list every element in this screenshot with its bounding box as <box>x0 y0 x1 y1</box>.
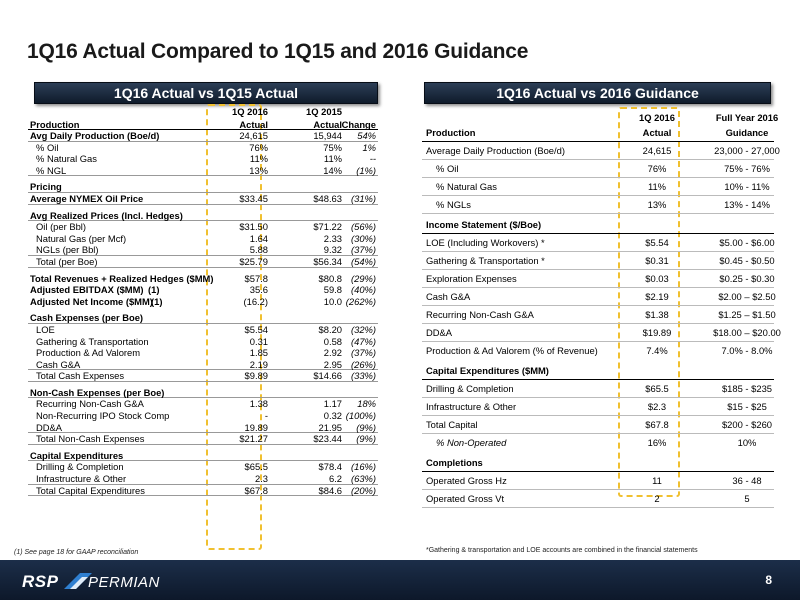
row-value-v2: 36 - 48 <box>732 475 762 486</box>
left-footnote: (1) See page 18 for GAAP reconciliation <box>14 549 139 556</box>
row-value-v1: 1.64 <box>249 232 268 244</box>
row-label: Total (per Boe) <box>36 255 98 267</box>
left-table-header <box>28 104 378 130</box>
footer-bar <box>0 560 800 600</box>
table-row <box>28 130 378 142</box>
row-label: % Non-Operated <box>436 437 507 448</box>
row-value-v1: $21.27 <box>239 433 268 445</box>
row-label: Adjusted Net Income ($MM) <box>30 295 153 307</box>
row-value-v1: 13% <box>249 164 268 176</box>
left-header-production: Production <box>30 119 80 130</box>
row-label: Drilling & Completion <box>36 461 124 473</box>
table-row <box>28 256 378 268</box>
row-value-v1: 11% <box>647 181 667 192</box>
row-label: Avg Daily Production (Boe/d) <box>30 130 160 141</box>
row-value-v3: (37%) <box>350 244 376 256</box>
row-value-v1: 2 <box>654 493 660 504</box>
row-value-v2: 75% - 76% <box>724 163 770 174</box>
row-label: Recurring Non-Cash G&A <box>426 309 534 320</box>
row-value-v1: 16% <box>647 437 667 448</box>
row-value-v3: (31%) <box>350 192 376 204</box>
table-row <box>28 284 378 296</box>
row-value-v1: $0.03 <box>645 273 669 284</box>
row-value-v2: 6.2 <box>328 473 342 485</box>
row-value-v1: $0.31 <box>645 255 669 266</box>
row-value-v3: (20%) <box>350 484 376 496</box>
table-row <box>28 450 378 462</box>
row-value-v1: 19.89 <box>244 421 268 433</box>
row-value-v2: 2.92 <box>323 347 342 359</box>
table-row <box>28 422 378 434</box>
row-value-v2: $0.45 - $0.50 <box>719 255 775 266</box>
row-value-v1: 1.85 <box>249 347 268 359</box>
row-value-v1: 76% <box>249 141 268 153</box>
logo-text-permian: PERMIAN <box>88 574 160 591</box>
row-value-v2: 2.95 <box>323 358 342 370</box>
table-row <box>422 160 774 178</box>
row-value-v1: 2.3 <box>254 473 268 485</box>
row-label: Pricing <box>30 181 62 193</box>
row-label: Non-Recurring IPO Stock Comp <box>36 410 170 422</box>
table-row <box>422 196 774 214</box>
row-value-v3: (47%) <box>350 335 376 347</box>
company-logo <box>22 569 172 593</box>
table-row <box>28 312 378 324</box>
row-value-v3: (56%) <box>350 221 376 233</box>
row-label: % NGLs <box>436 199 471 210</box>
row-value-v2: 0.32 <box>323 410 342 422</box>
row-value-v2: $56.34 <box>313 255 342 267</box>
row-value-v2: 10% - 11% <box>724 181 770 192</box>
row-value-v1: 35.6 <box>249 284 268 296</box>
row-value-v2: $15 - $25 <box>727 401 767 412</box>
row-value-v3: (54%) <box>350 255 376 267</box>
row-label: Total Capital <box>426 419 478 430</box>
row-label: Gathering & Transportation <box>36 335 149 347</box>
right-header-col2-top: Full Year 2016 <box>715 112 779 123</box>
row-value-v2: $23.44 <box>313 433 342 445</box>
table-row <box>422 398 774 416</box>
row-label: % NGL <box>36 164 67 176</box>
row-value-v2: 0.58 <box>323 335 342 347</box>
row-value-v2: $84.6 <box>318 484 342 496</box>
row-value-v2: 15,944 <box>313 130 342 141</box>
row-value-v1: 11 <box>652 475 662 486</box>
row-value-v1: $67.8 <box>645 419 669 430</box>
table-row <box>422 214 774 234</box>
row-label: Adjusted EBITDAX ($MM) <box>30 284 144 296</box>
row-value-v1: $57.8 <box>244 272 268 284</box>
row-value-v3: (37%) <box>350 347 376 359</box>
row-value-v2: 5 <box>744 493 750 504</box>
row-label: DD&A <box>426 327 453 338</box>
row-value-v2: $80.8 <box>318 272 342 284</box>
page-number: 8 <box>765 573 772 587</box>
row-value-v2: 21.95 <box>318 421 342 433</box>
row-value-v3: (29%) <box>350 272 376 284</box>
row-label: % Natural Gas <box>36 153 97 165</box>
table-row <box>422 234 774 252</box>
row-value-v2: $185 - $235 <box>721 383 773 394</box>
row-label: Production & Ad Valorem (% of Revenue) <box>426 345 598 356</box>
table-row <box>28 359 378 371</box>
row-label: Total Capital Expenditures <box>36 484 145 496</box>
row-value-v1: $25.79 <box>239 255 268 267</box>
table-row <box>28 193 378 205</box>
row-value-v1: $65.5 <box>244 461 268 473</box>
row-value-v2: $71.22 <box>313 221 342 233</box>
right-table-header <box>422 108 779 142</box>
row-value-v1: 1.38 <box>249 398 268 410</box>
row-value-v2: 23,000 - 27,000 <box>714 145 780 156</box>
row-value-v1: 0.31 <box>249 335 268 347</box>
row-label: Operated Gross Hz <box>426 475 507 486</box>
left-header-col3: Change <box>341 119 376 130</box>
row-value-v1: $9.89 <box>244 370 268 382</box>
row-label: Infrastructure & Other <box>36 473 127 485</box>
row-value-v1: $2.19 <box>645 291 669 302</box>
row-value-v1: 5.88 <box>249 244 268 256</box>
row-label: Non-Cash Expenses (per Boe) <box>30 386 165 398</box>
row-value-v2: $2.00 – $2.50 <box>718 291 776 302</box>
table-row <box>422 342 774 360</box>
right-header-production: Production <box>426 127 476 138</box>
row-value-v2: $200 - $260 <box>721 419 773 430</box>
row-label: Drilling & Completion <box>426 383 514 394</box>
logo-text-rsp: RSP <box>22 572 59 591</box>
table-row <box>28 165 378 177</box>
row-label: Operated Gross Vt <box>426 493 505 504</box>
row-value-v2: $8.20 <box>318 323 342 335</box>
row-label: Production & Ad Valorem <box>36 347 141 359</box>
table-row <box>422 324 781 342</box>
row-value-v3: (63%) <box>350 473 376 485</box>
table-row <box>28 221 378 233</box>
row-value-v2: $48.63 <box>313 192 342 204</box>
table-row <box>28 244 378 256</box>
row-label: Cash G&A <box>426 291 471 302</box>
row-label: Natural Gas (per Mcf) <box>36 232 127 244</box>
row-value-v2: 13% - 14% <box>724 199 770 210</box>
row-value-v1: 11% <box>249 153 268 165</box>
table-row <box>28 347 378 359</box>
table-row <box>28 398 378 410</box>
left-section-banner: 1Q16 Actual vs 1Q15 Actual <box>34 82 378 104</box>
row-label: Income Statement ($/Boe) <box>426 219 542 230</box>
row-value-v3: (262%) <box>345 295 376 307</box>
row-value-v2: 2.33 <box>323 232 342 244</box>
row-value-v2: $5.00 - $6.00 <box>719 237 775 248</box>
table-row <box>422 360 774 380</box>
table-row <box>28 233 378 245</box>
row-value-v2: 10.0 <box>323 295 342 307</box>
row-value-v3: 1% <box>362 141 376 153</box>
table-row <box>422 252 774 270</box>
row-value-v2: $0.25 - $0.30 <box>719 273 775 284</box>
row-label: Cash Expenses (per Boe) <box>30 312 144 324</box>
row-label: Cash G&A <box>36 358 81 370</box>
table-row <box>28 410 378 422</box>
row-value-v1: - <box>264 410 268 422</box>
row-value-v3: (40%) <box>350 284 376 296</box>
footnote-marker: (1) <box>151 295 163 307</box>
row-value-v2: 59.8 <box>323 284 342 296</box>
row-value-v1: $65.5 <box>645 383 669 394</box>
row-label: Capital Expenditures ($MM) <box>426 365 549 376</box>
row-label: Total Revenues + Realized Hedges ($MM) <box>30 272 214 284</box>
row-label: Average Daily Production (Boe/d) <box>426 145 565 156</box>
left-header-col2-top: 1Q 2015 <box>306 106 342 117</box>
right-table-body <box>422 142 781 508</box>
row-value-v2: $78.4 <box>318 461 342 473</box>
row-value-v1: $1.38 <box>645 309 669 320</box>
footnote-marker: (1) <box>148 284 160 296</box>
row-value-v2: $18.00 – $20.00 <box>713 327 781 338</box>
left-table-body <box>28 130 378 496</box>
row-value-v3: 18% <box>357 398 376 410</box>
row-value-v3: (30%) <box>350 232 376 244</box>
row-label: NGLs (per Bbl) <box>36 244 99 256</box>
table-row <box>422 472 774 490</box>
row-value-v3: (100%) <box>345 410 376 422</box>
right-section-banner: 1Q16 Actual vs 2016 Guidance <box>424 82 771 104</box>
row-label: DD&A <box>36 421 63 433</box>
row-value-v1: 2.19 <box>249 358 268 370</box>
row-label: Gathering & Transportation * <box>426 255 545 266</box>
row-value-v1: $5.54 <box>244 323 268 335</box>
row-label: LOE <box>36 323 55 335</box>
row-label: % Oil <box>436 163 459 174</box>
row-value-v1: 13% <box>647 199 667 210</box>
row-label: Total Non-Cash Expenses <box>36 433 145 445</box>
row-value-v1: $2.3 <box>647 401 667 412</box>
table-row <box>422 142 780 160</box>
row-value-v1: 24,615 <box>642 145 672 156</box>
row-value-v2: $1.25 – $1.50 <box>718 309 776 320</box>
table-row <box>28 461 378 473</box>
table-row <box>422 416 774 434</box>
table-row <box>28 336 378 348</box>
row-value-v3: (26%) <box>350 358 376 370</box>
page-title: 1Q16 Actual Compared to 1Q15 and 2016 Guidance <box>27 40 529 63</box>
row-value-v2: 10% <box>737 437 757 448</box>
row-value-v3: (33%) <box>350 370 376 382</box>
table-row <box>422 490 774 508</box>
row-value-v1: $67.8 <box>244 484 268 496</box>
row-label: Completions <box>426 457 483 468</box>
row-label: Average NYMEX Oil Price <box>30 192 144 204</box>
row-value-v3: (9%) <box>356 421 376 433</box>
row-value-v1: 24,615 <box>239 130 268 141</box>
row-value-v2: 14% <box>323 164 342 176</box>
table-row <box>28 273 378 285</box>
row-label: Capital Expenditures <box>30 449 124 461</box>
row-value-v1: $33.45 <box>239 192 268 204</box>
table-row <box>28 210 378 222</box>
table-row <box>28 296 378 308</box>
table-row <box>422 178 774 196</box>
left-header-col2-bottom: Actual <box>313 119 342 130</box>
row-value-v3: (16%) <box>350 461 376 473</box>
table-row <box>422 270 774 288</box>
row-value-v3: (9%) <box>356 433 376 445</box>
row-value-v2: 7.0% - 8.0% <box>721 345 773 356</box>
row-label: Total Cash Expenses <box>36 370 125 382</box>
right-footnote: *Gathering & transportation and LOE accounts are combined in the financial statements <box>426 547 698 554</box>
row-label: Recurring Non-Cash G&A <box>36 398 144 410</box>
row-label: Infrastructure & Other <box>426 401 517 412</box>
row-value-v1: $31.50 <box>239 221 268 233</box>
row-value-v1: (16.2) <box>243 295 268 307</box>
row-label: Oil (per Bbl) <box>36 221 87 233</box>
table-row <box>28 370 378 382</box>
table-row <box>28 324 378 336</box>
row-value-v3: (1%) <box>356 164 376 176</box>
table-row <box>422 380 774 398</box>
row-label: % Natural Gas <box>436 181 497 192</box>
table-row <box>28 153 378 165</box>
row-value-v1: $19.89 <box>642 327 672 338</box>
row-value-v2: 75% <box>323 141 342 153</box>
table-row <box>28 387 378 399</box>
right-guidance-table <box>422 108 781 508</box>
row-label: LOE (Including Workovers) * <box>426 237 545 248</box>
row-value-v3: (32%) <box>350 323 376 335</box>
table-row <box>422 434 774 452</box>
left-header-col1-bottom: Actual <box>239 119 268 130</box>
row-value-v2: 1.17 <box>323 398 342 410</box>
table-row <box>28 433 378 445</box>
row-value-v2: 11% <box>323 153 342 165</box>
row-value-v2: $14.66 <box>313 370 342 382</box>
right-header-col2-bottom: Guidance <box>725 127 769 138</box>
table-row <box>422 306 774 324</box>
table-row <box>28 473 378 485</box>
right-header-col1-bottom: Actual <box>642 127 672 138</box>
row-label: Exploration Expenses <box>426 273 517 284</box>
table-row <box>28 181 378 193</box>
row-value-v1: $5.54 <box>645 237 669 248</box>
row-value-v1: 7.4% <box>646 345 668 356</box>
right-header-col1-top: 1Q 2016 <box>639 112 675 123</box>
row-label: % Oil <box>36 141 59 153</box>
row-value-v1: 76% <box>647 163 667 174</box>
row-value-v3: 54% <box>357 130 376 141</box>
left-header-col1-top: 1Q 2016 <box>232 106 268 117</box>
table-row <box>422 452 774 472</box>
table-row <box>422 288 774 306</box>
table-row <box>28 142 378 154</box>
table-row <box>28 485 378 497</box>
left-comparison-table <box>28 104 378 496</box>
row-value-v2: 9.32 <box>323 244 342 256</box>
row-label: Avg Realized Prices (Incl. Hedges) <box>30 209 183 221</box>
row-value-v3: -- <box>369 153 376 165</box>
